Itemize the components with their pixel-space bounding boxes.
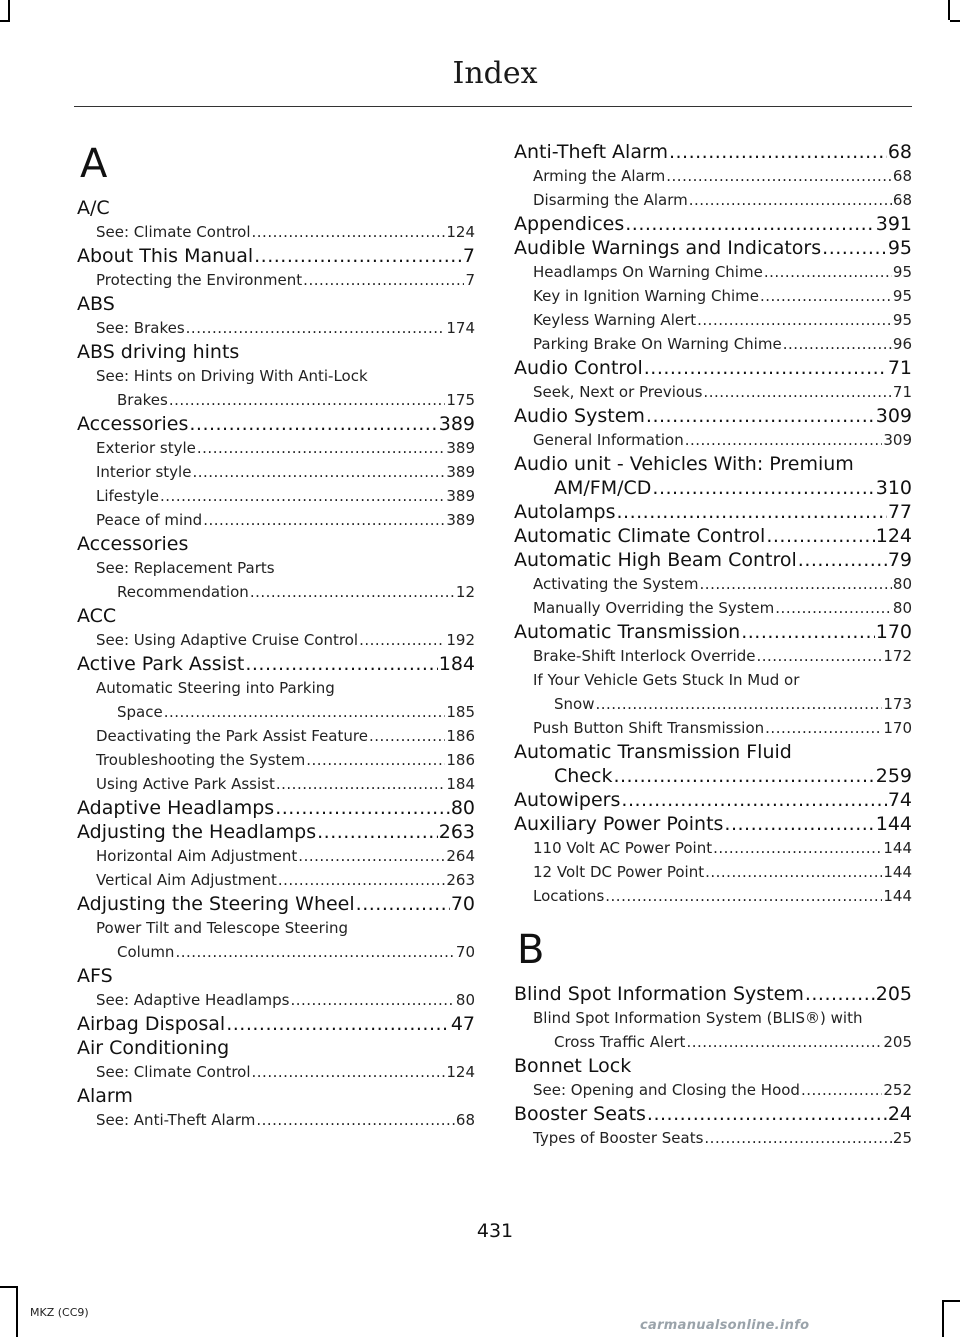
entry-page-number: 80 (450, 797, 475, 819)
index-entry (514, 212, 912, 236)
index-entry (77, 892, 475, 916)
entry-text: Protecting the Environment (96, 271, 303, 289)
entry-text: See: Using Adaptive Cruise Control (96, 631, 359, 649)
entry-page-number: 174 (446, 319, 475, 337)
dot-leader (298, 844, 445, 868)
entry-text: ABS driving hints (77, 341, 240, 363)
index-subentry (514, 1006, 912, 1030)
entry-page-number: 391 (875, 213, 912, 235)
model-code: MKZ (CC9) (30, 1306, 89, 1319)
entry-page-number: 74 (887, 789, 912, 811)
index-entry (77, 1036, 475, 1060)
entry-text: Using Active Park Assist (96, 775, 275, 793)
entry-page-number: 310 (875, 477, 912, 499)
dot-leader (278, 868, 446, 892)
dot-leader (685, 428, 883, 452)
entry-page-number: 184 (438, 653, 475, 675)
index-subentry (77, 868, 475, 892)
index-subentry (77, 220, 475, 244)
dot-leader (621, 788, 886, 812)
dot-leader (700, 572, 892, 596)
entry-page-number: 124 (875, 525, 912, 547)
entry-page-number: 25 (892, 1129, 912, 1147)
entry-page-number: 389 (446, 463, 475, 481)
index-subentry (77, 700, 475, 724)
dot-leader (252, 1060, 446, 1084)
entry-text: Blind Spot Information System (BLIS®) with (533, 1009, 863, 1027)
entry-text: See: Adaptive Headlamps (96, 991, 290, 1009)
dot-leader (189, 412, 437, 436)
index-entry (514, 356, 912, 380)
index-entry (514, 788, 912, 812)
entry-text: If Your Vehicle Gets Stuck In Mud or (533, 671, 800, 689)
index-subentry (514, 692, 912, 716)
index-subentry (514, 836, 912, 860)
index-subentry (77, 1060, 475, 1084)
entry-page-number: 389 (446, 487, 475, 505)
index-entry (514, 620, 912, 644)
entry-text: Adjusting the Steering Wheel (77, 893, 355, 915)
title-divider (74, 106, 912, 107)
entry-text: Automatic Transmission Fluid (514, 741, 792, 763)
index-entry (77, 1012, 475, 1036)
entry-text: Arming the Alarm (533, 167, 666, 185)
dot-leader (595, 692, 882, 716)
entry-text: Booster Seats (514, 1103, 646, 1125)
dot-leader (689, 188, 892, 212)
entry-page-number: 68 (455, 1111, 475, 1129)
entry-text: 110 Volt AC Power Point (533, 839, 713, 857)
entry-text: Appendices (514, 213, 625, 235)
index-entry (514, 1054, 912, 1078)
entry-text: A/C (77, 197, 110, 219)
entry-text: ACC (77, 605, 117, 627)
dot-leader (250, 580, 455, 604)
entry-text: Automatic High Beam Control (514, 549, 797, 571)
dot-leader (197, 436, 445, 460)
entry-text: Power Tilt and Telescope Steering (96, 919, 349, 937)
dot-leader (647, 1102, 887, 1126)
entry-page-number: 389 (446, 439, 475, 457)
entry-text: Snow (554, 695, 595, 713)
index-subentry (77, 460, 475, 484)
index-subentry (514, 1030, 912, 1054)
entry-page-number: 263 (446, 871, 475, 889)
index-entry (514, 548, 912, 572)
entry-text: Interior style (96, 463, 192, 481)
index-subentry (514, 1126, 912, 1150)
entry-page-number: 173 (883, 695, 912, 713)
entry-page-number: 144 (875, 813, 912, 835)
entry-page-number: 68 (892, 191, 912, 209)
index-subentry (77, 916, 475, 940)
entry-text: 12 Volt DC Power Point (533, 863, 705, 881)
dot-leader (783, 332, 892, 356)
entry-text: Audio Control (514, 357, 643, 379)
index-entry (514, 452, 912, 476)
dot-leader (805, 982, 875, 1006)
index-entry (514, 812, 912, 836)
dot-leader (226, 1012, 450, 1036)
entry-text: Air Conditioning (77, 1037, 230, 1059)
index-subentry (77, 748, 475, 772)
index-subentry (514, 716, 912, 740)
entry-text: Check (554, 765, 613, 787)
index-entry (514, 500, 912, 524)
dot-leader (164, 700, 446, 724)
index-entry (77, 292, 475, 316)
entry-page-number: 95 (892, 311, 912, 329)
index-subentry (514, 668, 912, 692)
entry-text: Brake-Shift Interlock Override (533, 647, 756, 665)
entry-text: About This Manual (77, 245, 254, 267)
entry-page-number: 389 (438, 413, 475, 435)
dot-leader (192, 460, 445, 484)
index-entry (77, 1084, 475, 1108)
entry-page-number: 47 (450, 1013, 475, 1035)
index-subentry (77, 1108, 475, 1132)
index-entry (77, 244, 475, 268)
index-subentry (514, 260, 912, 284)
entry-page-number: 264 (446, 847, 475, 865)
index-subentry (514, 164, 912, 188)
index-column-left (77, 140, 475, 1132)
entry-page-number: 175 (446, 391, 475, 409)
entry-text: Disarming the Alarm (533, 191, 688, 209)
dot-leader (617, 500, 887, 524)
dot-leader (169, 388, 446, 412)
index-subentry (514, 188, 912, 212)
index-subentry (77, 436, 475, 460)
index-subentry (77, 556, 475, 580)
dot-leader (303, 268, 464, 292)
crop-mark (8, 0, 10, 20)
index-subentry (514, 428, 912, 452)
dot-leader (245, 652, 437, 676)
index-entry (514, 740, 912, 764)
index-subentry (77, 844, 475, 868)
entry-text: Column (117, 943, 175, 961)
index-entry (77, 340, 475, 364)
dot-leader (652, 476, 874, 500)
entry-text: See: Brakes (96, 319, 185, 337)
entry-page-number: 144 (883, 839, 912, 857)
dot-leader (203, 508, 445, 532)
dot-leader (703, 380, 891, 404)
section-letter: B (517, 927, 545, 973)
entry-text: Deactivating the Park Assist Feature (96, 727, 368, 745)
dot-leader (369, 724, 445, 748)
dot-leader (613, 764, 874, 788)
entry-text: Active Park Assist (77, 653, 245, 675)
entry-text: Exterior style (96, 439, 196, 457)
section-letter: A (80, 141, 108, 187)
dot-leader (697, 308, 892, 332)
dot-leader (666, 164, 892, 188)
entry-page-number: 144 (883, 863, 912, 881)
index-entry (77, 652, 475, 676)
entry-page-number: 71 (892, 383, 912, 401)
entry-page-number: 7 (462, 245, 475, 267)
entry-page-number: 96 (892, 335, 912, 353)
crop-mark (0, 20, 10, 22)
index-subentry (77, 508, 475, 532)
entry-text: Cross Traffic Alert (554, 1033, 686, 1051)
entry-text: Auxiliary Power Points (514, 813, 724, 835)
index-subentry (77, 772, 475, 796)
page-number: 431 (476, 1220, 514, 1242)
entry-page-number: 172 (883, 647, 912, 665)
dot-leader (160, 484, 445, 508)
entry-page-number: 68 (892, 167, 912, 185)
index-subentry (77, 628, 475, 652)
dot-leader (359, 628, 445, 652)
entry-text: Vertical Aim Adjustment (96, 871, 277, 889)
entry-text: See: Replacement Parts (96, 559, 275, 577)
watermark: carmanualsonline.info (640, 1318, 810, 1333)
page-title: Index (452, 56, 538, 91)
entry-text: See: Anti-Theft Alarm (96, 1111, 256, 1129)
entry-text: Push Button Shift Transmission (533, 719, 765, 737)
dot-leader (317, 820, 438, 844)
index-subentry (514, 572, 912, 596)
index-subentry (77, 484, 475, 508)
dot-leader (175, 940, 454, 964)
entry-text: Types of Booster Seats (533, 1129, 704, 1147)
entry-text: Automatic Climate Control (514, 525, 766, 547)
index-subentry (514, 380, 912, 404)
entry-page-number: 80 (892, 575, 912, 593)
dot-leader (764, 260, 892, 284)
entry-page-number: 95 (887, 237, 912, 259)
index-entry (514, 404, 912, 428)
dot-leader (625, 212, 875, 236)
dot-leader (290, 988, 454, 1012)
index-entry (77, 412, 475, 436)
entry-text: Audible Warnings and Indicators (514, 237, 822, 259)
dot-leader (644, 356, 887, 380)
entry-page-number: 192 (446, 631, 475, 649)
index-subentry (514, 284, 912, 308)
index-column-right (514, 140, 912, 1150)
entry-text: Space (117, 703, 163, 721)
index-entry (514, 1102, 912, 1126)
index-subentry (77, 940, 475, 964)
entry-text: See: Climate Control (96, 223, 251, 241)
entry-text: AFS (77, 965, 113, 987)
dot-leader (356, 892, 450, 916)
crop-mark (948, 0, 950, 20)
entry-page-number: 263 (438, 821, 475, 843)
dot-leader (798, 548, 887, 572)
index-entry (514, 764, 912, 788)
entry-text: Recommendation (117, 583, 249, 601)
dot-leader (186, 316, 446, 340)
dot-leader (306, 748, 445, 772)
dot-leader (713, 836, 882, 860)
index-entry (77, 796, 475, 820)
entry-page-number: 80 (892, 599, 912, 617)
dot-leader (254, 244, 462, 268)
entry-text: Audio unit - Vehicles With: Premium (514, 453, 854, 475)
entry-text: Activating the System (533, 575, 699, 593)
entry-page-number: 184 (446, 775, 475, 793)
index-subentry (77, 316, 475, 340)
entry-text: See: Opening and Closing the Hood (533, 1081, 800, 1099)
index-subentry (514, 596, 912, 620)
index-subentry (514, 332, 912, 356)
entry-text: AM/FM/CD (554, 477, 652, 499)
entry-page-number: 70 (450, 893, 475, 915)
dot-leader (765, 716, 882, 740)
entry-text: Horizontal Aim Adjustment (96, 847, 298, 865)
entry-text: Adjusting the Headlamps (77, 821, 317, 843)
dot-leader (704, 1126, 892, 1150)
entry-page-number: 71 (887, 357, 912, 379)
dot-leader (775, 596, 892, 620)
entry-text: Brakes (117, 391, 168, 409)
index-subentry (77, 988, 475, 1012)
entry-page-number: 79 (887, 549, 912, 571)
crop-mark (16, 1288, 18, 1337)
entry-text: Key in Ignition Warning Chime (533, 287, 759, 305)
index-entry (77, 820, 475, 844)
entry-text: Troubleshooting the System (96, 751, 306, 769)
entry-page-number: 70 (455, 943, 475, 961)
entry-page-number: 252 (883, 1081, 912, 1099)
entry-text: Anti-Theft Alarm (514, 141, 668, 163)
entry-text: Headlamps On Warning Chime (533, 263, 763, 281)
index-entry (514, 982, 912, 1006)
dot-leader (276, 772, 445, 796)
entry-page-number: 389 (446, 511, 475, 529)
dot-leader (605, 884, 882, 908)
index-subentry (514, 884, 912, 908)
dot-leader (724, 812, 874, 836)
entry-text: Accessories (77, 533, 189, 555)
index-subentry (77, 388, 475, 412)
dot-leader (756, 644, 882, 668)
dot-leader (822, 236, 887, 260)
entry-page-number: 7 (465, 271, 475, 289)
dot-leader (252, 220, 446, 244)
index-entry (514, 524, 912, 548)
index-subentry (77, 364, 475, 388)
dot-leader (275, 796, 450, 820)
entry-text: See: Hints on Driving With Anti-Lock (96, 367, 368, 385)
entry-text: Audio System (514, 405, 645, 427)
index-entry (514, 476, 912, 500)
dot-leader (705, 860, 882, 884)
crop-mark (942, 1300, 944, 1337)
entry-text: Peace of mind (96, 511, 203, 529)
index-subentry (77, 676, 475, 700)
dot-leader (686, 1030, 882, 1054)
entry-page-number: 77 (887, 501, 912, 523)
index-subentry (514, 644, 912, 668)
entry-text: ABS (77, 293, 115, 315)
dot-leader (801, 1078, 882, 1102)
index-entry (514, 236, 912, 260)
entry-page-number: 124 (446, 1063, 475, 1081)
entry-text: Alarm (77, 1085, 133, 1107)
entry-page-number: 186 (446, 727, 475, 745)
entry-text: Accessories (77, 413, 189, 435)
entry-page-number: 170 (875, 621, 912, 643)
entry-text: Locations (533, 887, 605, 905)
dot-leader (256, 1108, 455, 1132)
index-subentry (514, 860, 912, 884)
entry-text: Automatic Steering into Parking (96, 679, 335, 697)
entry-page-number: 80 (455, 991, 475, 1009)
entry-text: Seek, Next or Previous (533, 383, 703, 401)
entry-page-number: 95 (892, 263, 912, 281)
entry-text: Blind Spot Information System (514, 983, 804, 1005)
entry-text: Adaptive Headlamps (77, 797, 275, 819)
dot-leader (760, 284, 892, 308)
entry-page-number: 309 (875, 405, 912, 427)
crop-mark (942, 1300, 960, 1302)
entry-page-number: 309 (883, 431, 912, 449)
entry-page-number: 205 (883, 1033, 912, 1051)
entry-page-number: 186 (446, 751, 475, 769)
entry-page-number: 259 (875, 765, 912, 787)
index-entry (514, 140, 912, 164)
dot-leader (646, 404, 875, 428)
entry-page-number: 170 (883, 719, 912, 737)
entry-page-number: 124 (446, 223, 475, 241)
entry-page-number: 205 (875, 983, 912, 1005)
entry-text: See: Climate Control (96, 1063, 251, 1081)
index-subentry (514, 308, 912, 332)
index-entry (77, 532, 475, 556)
entry-page-number: 12 (455, 583, 475, 601)
dot-leader (669, 140, 887, 164)
entry-text: Autowipers (514, 789, 621, 811)
entry-text: Parking Brake On Warning Chime (533, 335, 782, 353)
index-subentry (77, 724, 475, 748)
entry-page-number: 24 (887, 1103, 912, 1125)
index-subentry (77, 580, 475, 604)
index-subentry (77, 268, 475, 292)
entry-text: Bonnet Lock (514, 1055, 632, 1077)
entry-text: Keyless Warning Alert (533, 311, 697, 329)
index-subentry (514, 1078, 912, 1102)
entry-text: Autolamps (514, 501, 616, 523)
entry-page-number: 185 (446, 703, 475, 721)
crop-mark (950, 20, 960, 22)
entry-page-number: 144 (883, 887, 912, 905)
entry-page-number: 95 (892, 287, 912, 305)
index-entry (77, 196, 475, 220)
entry-text: Lifestyle (96, 487, 160, 505)
dot-leader (766, 524, 874, 548)
index-entry (77, 604, 475, 628)
entry-page-number: 68 (887, 141, 912, 163)
entry-text: Manually Overriding the System (533, 599, 775, 617)
entry-text: Automatic Transmission (514, 621, 741, 643)
index-entry (77, 964, 475, 988)
entry-text: Airbag Disposal (77, 1013, 226, 1035)
entry-text: General Information (533, 431, 684, 449)
dot-leader (741, 620, 875, 644)
